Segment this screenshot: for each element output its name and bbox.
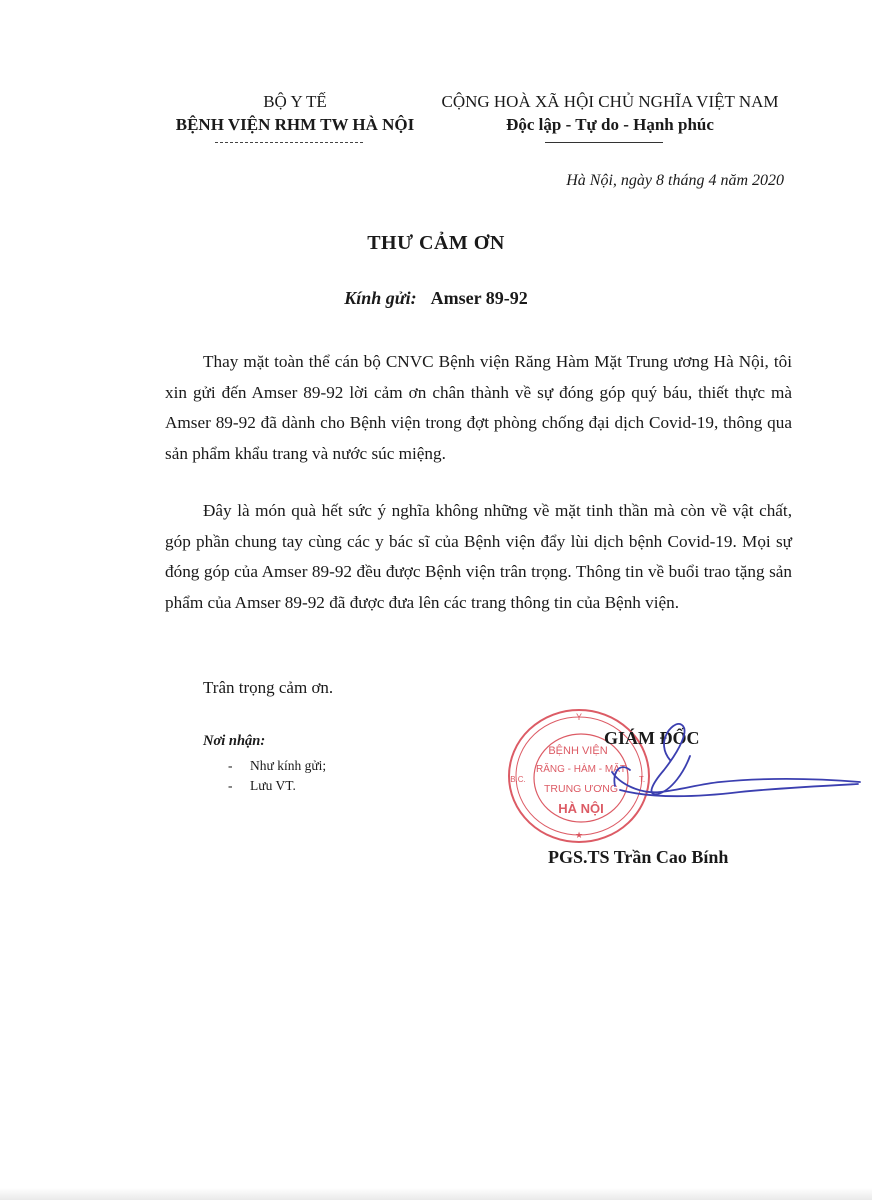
national-header [420,90,800,136]
greeting-label: Kính gửi: [344,288,417,308]
seal-line-1: BỆNH VIỆN [548,745,608,757]
national-motto: Độc lập - Tự do - Hạnh phúc [506,115,714,134]
issuer-header [150,90,440,136]
seal-top-text: Y [575,712,583,722]
seal-star-icon: ★ [574,830,584,840]
signer-position: GIÁM ĐỐC [604,728,700,748]
hospital-name: BỆNH VIỆN RHM TW HÀ NỘI [175,115,415,134]
motto-underline [545,142,663,143]
closing-line: Trân trọng cảm ơn. [203,678,334,697]
recipient-item: - Như kính gửi; [228,758,327,773]
republic-name: CỘNG HOÀ XÃ HỘI CHỦ NGHĨA VIỆT NAM [441,92,779,111]
seal-left-text: B.C. [510,775,526,784]
body-paragraph-1: Thay mặt toàn thể cán bộ CNVC Bệnh viện Răng Hàm Mặt Trung ương Hà Nội, tôi xin gửi đến Amser 89-92 lời cảm ơn chân thành về sự đóng góp quý báu, thiết thực mà Amser 89-92 đã dành cho Bệnh viện trong đợt phòng chống đại dịch Covid-19, thông qua sản phẩm khẩu trang và nước súc miệng. [165,352,792,463]
recipient-item: - Lưu VT. [228,778,296,793]
signer-name: PGS.TS Trần Cao Bính [548,847,729,867]
page-bottom-edge [0,1188,872,1200]
letter-title: THƯ CẢM ƠN [367,232,505,254]
seal-right-text: T. [638,775,646,784]
body-paragraph-2: Đây là món quà hết sức ý nghĩa không những về mặt tinh thần mà còn về vật chất, góp phần chung tay cùng các y bác sĩ của Bệnh viện đẩy lùi dịch bệnh Covid-19. Mọi sự đóng góp của Amser 89-92 đều được Bệnh viện trân trọng. Thông tin về buổi trao tặng sản phẩm của Amser 89-92 đã được đưa lên các trang thông tin của Bệnh viện. [165,501,792,612]
ministry-name: BỘ Y TẾ [263,92,327,111]
recipients-list [228,756,326,796]
date-line: Hà Nội, ngày 8 tháng 4 năm 2020 [566,172,784,189]
seal-line-3: TRUNG ƯƠNG [544,783,618,795]
handwritten-signature [560,712,870,822]
seal-line-2: RĂNG - HÀM - MẶT [536,764,626,775]
seal-line-4: HÀ NỘI [558,801,604,816]
issuer-underline [215,142,363,143]
greeting-line [0,288,872,309]
recipients-label: Nơi nhận: [203,733,266,749]
recipient-name: Amser 89-92 [430,288,528,308]
